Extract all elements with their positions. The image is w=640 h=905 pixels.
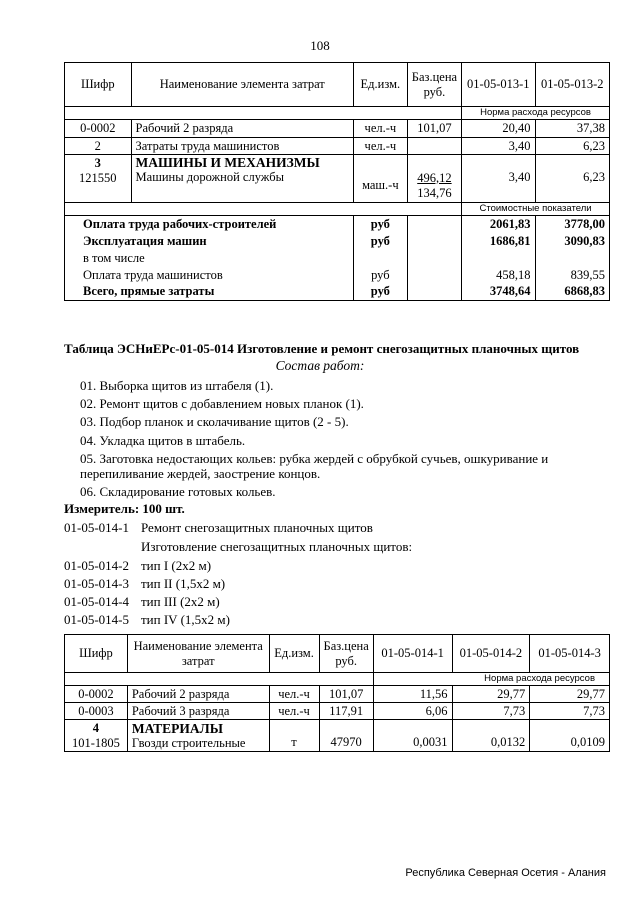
cell-price-2: 134,76 — [417, 185, 452, 200]
summary-v2: 3778,00 — [535, 216, 609, 233]
summary-unit: руб — [353, 267, 407, 284]
work-description: тип I (2х2 м) — [141, 558, 212, 573]
section-title: МАШИНЫ И МЕХАНИЗМЫ — [135, 155, 320, 170]
work-code: 01-05-014-2 — [64, 558, 129, 573]
page-number: 108 — [310, 38, 330, 53]
footer-region: Республика Северная Осетия - Алания — [405, 867, 606, 879]
header-code: Шифр — [65, 635, 128, 673]
work-code: 01-05-014-1 — [64, 520, 129, 535]
table-row — [65, 703, 610, 720]
summary-unit: руб — [353, 284, 407, 301]
cell-price: 496,12 — [417, 170, 452, 185]
work-code: 01-05-014-3 — [64, 576, 129, 591]
summary-name: Оплата труда машинистов — [65, 267, 354, 284]
cell-v2: 7,73 — [452, 703, 530, 720]
cell-name: Гвозди строительные — [131, 735, 246, 750]
resource-table-013 — [64, 62, 610, 301]
summary-row — [65, 250, 610, 267]
section-title: МАТЕРИАЛЫ — [131, 720, 223, 736]
work-description: Ремонт снегозащитных планочных щитов — [141, 520, 373, 535]
cell-code: 0-0002 — [65, 120, 132, 138]
header-unit: Ед.изм. — [269, 635, 319, 673]
cell-v3: 29,77 — [530, 686, 610, 703]
cell-name: Рабочий 2 разряда — [131, 120, 353, 138]
table-row — [65, 686, 610, 703]
summary-v1: 3748,64 — [462, 284, 535, 301]
header-unit: Ед.изм. — [353, 63, 407, 107]
header-code: Шифр — [65, 63, 132, 107]
section-number: 4 — [92, 720, 100, 735]
summary-unit: руб — [353, 216, 407, 233]
resource-table-014 — [64, 634, 610, 752]
cell-unit: чел.-ч — [269, 703, 319, 720]
subheader-norm: Норма расхода ресурсов — [462, 107, 610, 120]
cell-price — [407, 138, 461, 155]
operation-item: 05. Заготовка недостающих кольев: рубка жердей с обрубкой сучьев, ошкуривание и — [80, 451, 549, 466]
summary-v2: 6868,83 — [535, 284, 609, 301]
work-code: 01-05-014-4 — [64, 594, 129, 609]
header-col1: 01-05-014-1 — [373, 635, 452, 673]
cell-price: 101,07 — [319, 686, 373, 703]
cell-name: Рабочий 2 разряда — [127, 686, 269, 703]
header-price: Баз.цена руб. — [407, 63, 461, 107]
header-col2: 01-05-013-2 — [535, 63, 609, 107]
cell-v2: 6,23 — [535, 138, 609, 155]
work-description: тип IV (1,5х2 м) — [141, 612, 230, 627]
cell-code: 121550 — [79, 171, 117, 185]
summary-name: Всего, прямые затраты — [65, 284, 354, 301]
operation-item: 04. Укладка щитов в штабель. — [80, 433, 246, 448]
subheader-cost: Стоимостные показатели — [462, 203, 610, 216]
summary-v1: 2061,83 — [462, 216, 535, 233]
work-description: Изготовление снегозащитных планочных щитов: — [141, 539, 413, 554]
subheader-norm: Норма расхода ресурсов — [373, 673, 609, 686]
summary-row — [65, 284, 610, 301]
cell-price: 117,91 — [319, 703, 373, 720]
cell-code: 2 — [65, 138, 132, 155]
header-col3: 01-05-014-3 — [530, 635, 610, 673]
work-description: тип III (2х2 м) — [141, 594, 220, 609]
table-row — [65, 138, 610, 155]
cell-code: 0-0003 — [65, 703, 128, 720]
operation-item: 06. Складирование готовых кольев. — [80, 484, 276, 499]
measurer: Измеритель: 100 шт. — [64, 501, 185, 516]
summary-row — [65, 267, 610, 284]
cell-v3: 0,0109 — [530, 720, 610, 752]
summary-unit: руб — [353, 233, 407, 250]
summary-name: в том числе — [65, 250, 354, 267]
summary-row — [65, 216, 610, 233]
summary-row — [65, 233, 610, 250]
work-code: 01-05-014-5 — [64, 612, 129, 627]
cell-unit: чел.-ч — [269, 686, 319, 703]
composition-title: Состав работ: — [275, 358, 365, 373]
operation-item: 02. Ремонт щитов с добавлением новых планок (1). — [80, 396, 364, 411]
cell-v2: 29,77 — [452, 686, 530, 703]
cell-v1: 20,40 — [462, 120, 535, 138]
cell-name: Затраты труда машинистов — [131, 138, 353, 155]
operation-item-continued: перепиливание жердей, заострение концов. — [80, 466, 321, 481]
header-col1: 01-05-013-1 — [462, 63, 535, 107]
table-row-machines — [65, 155, 610, 203]
section-number: 3 — [94, 156, 101, 170]
cell-price: 101,07 — [407, 120, 461, 138]
cell-v2: 37,38 — [535, 120, 609, 138]
cell-v1: 11,56 — [373, 686, 452, 703]
cell-name: Машины дорожной службы — [135, 170, 285, 184]
cell-v2: 0,0132 — [452, 720, 530, 752]
summary-v1: 458,18 — [462, 267, 535, 284]
operation-item: 01. Выборка щитов из штабеля (1). — [80, 378, 274, 393]
summary-name: Оплата труда рабочих-строителей — [65, 216, 354, 233]
table-header — [65, 635, 610, 673]
table-header — [65, 63, 610, 107]
work-description: тип II (1,5х2 м) — [141, 576, 226, 591]
cell-v1: 0,0031 — [373, 720, 452, 752]
header-price: Баз.цена руб. — [319, 635, 373, 673]
summary-name: Эксплуатация машин — [65, 233, 354, 250]
summary-v2: 839,55 — [535, 267, 609, 284]
cell-v1: 3,40 — [462, 155, 535, 203]
cell-v1: 3,40 — [462, 138, 535, 155]
cell-v1: 6,06 — [373, 703, 452, 720]
operation-item: 03. Подбор планок и сколачивание щитов (2 - 5). — [80, 414, 349, 429]
table-title: Таблица ЭСНиЕРс-01-05-014 Изготовление и ремонт снегозащитных планочных щитов — [64, 341, 580, 356]
cell-name: Рабочий 3 разряда — [127, 703, 269, 720]
cell-price: 47970 — [319, 720, 373, 752]
table-row-materials — [65, 720, 610, 752]
header-col2: 01-05-014-2 — [452, 635, 530, 673]
cell-unit: чел.-ч — [353, 120, 407, 138]
cell-v3: 7,73 — [530, 703, 610, 720]
cell-code: 101-1805 — [71, 735, 120, 750]
cell-unit: маш.-ч — [353, 155, 407, 203]
summary-v1: 1686,81 — [462, 233, 535, 250]
cell-code: 0-0002 — [65, 686, 128, 703]
cell-unit: т — [269, 720, 319, 752]
header-name: Наименование элемента затрат — [131, 63, 353, 107]
header-name: Наименование элемента затрат — [127, 635, 269, 673]
cell-unit: чел.-ч — [353, 138, 407, 155]
summary-v2: 3090,83 — [535, 233, 609, 250]
table-row — [65, 120, 610, 138]
cell-v2: 6,23 — [535, 155, 609, 203]
